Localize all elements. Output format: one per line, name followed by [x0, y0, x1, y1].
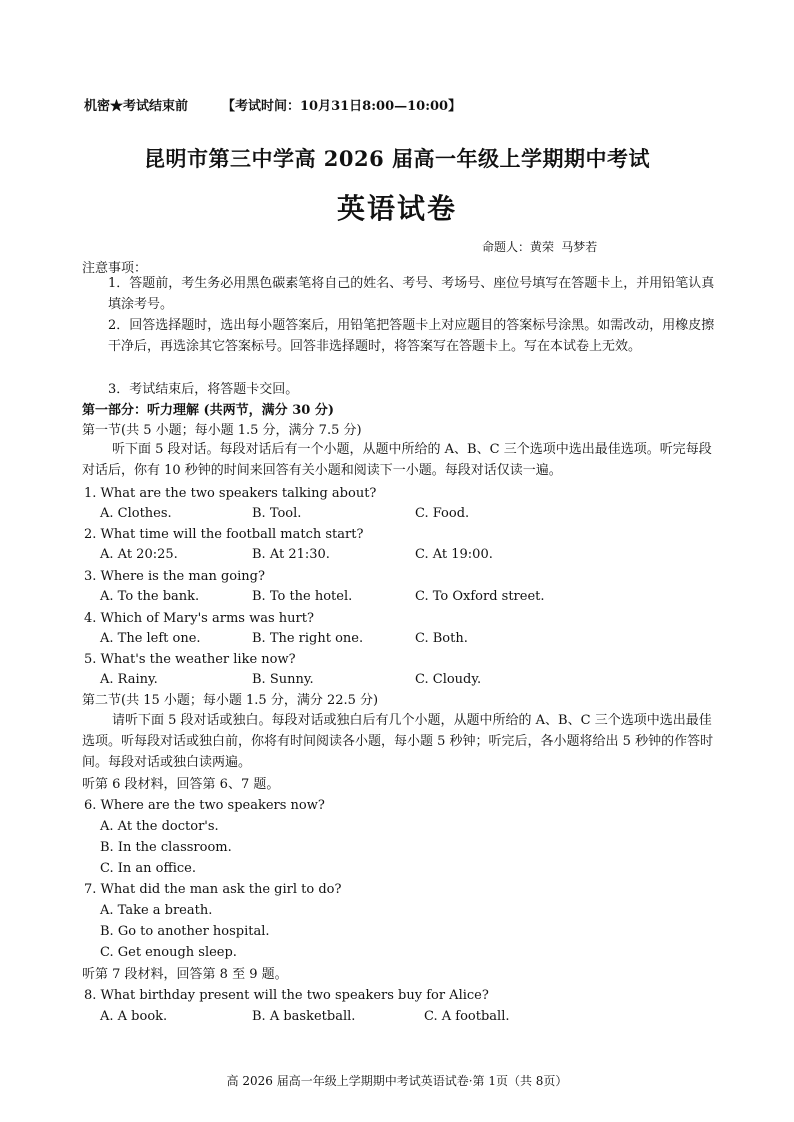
q4-option-a: A. The left one.	[100, 631, 201, 646]
q2-option-c: C. At 19:00.	[415, 547, 493, 562]
q2-option-b: B. At 21:30.	[252, 547, 330, 562]
q4-option-c: C. Both.	[415, 631, 468, 646]
note-item-2	[108, 315, 718, 357]
q5-option-b: B. Sunny.	[252, 672, 314, 687]
question-1: 1. What are the two speakers talking about?	[84, 486, 377, 501]
note-item-3: 3．考试结束后，将答题卡交回。	[108, 382, 299, 397]
q8-option-a: A. A book.	[100, 1009, 168, 1024]
author-line: 命题人：黄荣 马梦若	[482, 240, 598, 254]
question-6: 6. Where are the two speakers now?	[84, 798, 325, 813]
q8-option-b: B. A basketball.	[252, 1009, 356, 1024]
page-footer: 高 2026 届高一年级上学期期中考试英语试卷·第 1页（共 8页）	[226, 1074, 568, 1088]
q5-option-c: C. Cloudy.	[415, 672, 482, 687]
part1-heading: 第一部分：听力理解 (共两节，满分 30 分)	[82, 403, 334, 418]
q2-option-a: A. At 20:25.	[100, 547, 178, 562]
question-2: 2. What time will the football match start?	[84, 527, 364, 542]
q1-option-b: B. Tool.	[252, 506, 302, 521]
question-8: 8. What birthday present will the two speakers buy for Alice?	[84, 988, 489, 1003]
section1-heading: 第一节(共 5 小题；每小题 1.5 分，满分 7.5 分)	[82, 423, 362, 438]
q6-option-a: A. At the doctor's.	[100, 819, 219, 834]
q6-option-b: B. In the classroom.	[100, 840, 232, 855]
section2-instructions: 请听下面 5 段对话或独白。每段对话或独白后有几个小题，从题中所给的 A、B、C 三个选项中选出最佳选项。听每段对话或独白前，你将有时间阅读各小题，每小题 5 秒钟；听完后，各小题将给出 5 秒钟的作答时间。每段对话或独白读两遍。	[82, 713, 714, 770]
note-item-1-text: 1．答题前，考生务必用黑色碳素笔将自己的姓名、考号、考场号、座位号填写在答题卡上，并用铅笔认真填涂考号。	[108, 276, 715, 312]
material-7-instruction: 听第 7 段材料，回答第 8 至 9 题。	[82, 967, 288, 982]
q1-option-a: A. Clothes.	[100, 506, 172, 521]
section1-instructions: 听下面 5 段对话。每段对话后有一个小题，从题中所给的 A、B、C 三个选项中选出最佳选项。听完每段对话后，你有 10 秒钟的时间来回答有关小题和阅读下一小题。每段对话仅读一遍。	[82, 442, 712, 478]
q3-option-c: C. To Oxford street.	[415, 589, 545, 604]
question-5: 5. What's the weather like now?	[84, 652, 296, 667]
confidential-label: 机密★考试结束前	[84, 99, 189, 114]
q6-option-c: C. In an office.	[100, 861, 196, 876]
q4-option-b: B. The right one.	[252, 631, 364, 646]
material-6-instruction: 听第 6 段材料，回答第 6、7 题。	[82, 777, 280, 792]
q8-option-c: C. A football.	[424, 1009, 510, 1024]
note-item-1	[108, 273, 718, 315]
exam-time: 【考试时间：10月31日8:00—10:00】	[222, 99, 462, 114]
q5-option-a: A. Rainy.	[100, 672, 158, 687]
q1-option-c: C. Food.	[415, 506, 470, 521]
note-item-2-text: 2．回答选择题时，选出每小题答案后，用铅笔把答题卡上对应题目的答案标号涂黑。如需改动，用橡皮擦干净后，再选涂其它答案标号。回答非选择题时，将答案写在答题卡上。写在本试卷上无效。	[108, 318, 715, 354]
question-3: 3. Where is the man going?	[84, 569, 265, 584]
q3-option-b: B. To the hotel.	[252, 589, 353, 604]
exam-title: 昆明市第三中学高 2026 届高一年级上学期期中考试	[143, 146, 651, 171]
section2-heading: 第二节(共 15 小题；每小题 1.5 分，满分 22.5 分)	[82, 693, 379, 708]
subject-title: 英语试卷	[336, 192, 457, 225]
q7-option-b: B. Go to another hospital.	[100, 924, 270, 939]
q7-option-c: C. Get enough sleep.	[100, 945, 237, 960]
q7-option-a: A. Take a breath.	[100, 903, 213, 918]
notes-heading: 注意事项：	[82, 261, 148, 276]
question-7: 7. What did the man ask the girl to do?	[84, 882, 342, 897]
q3-option-a: A. To the bank.	[100, 589, 200, 604]
question-4: 4. Which of Mary's arms was hurt?	[84, 611, 314, 626]
